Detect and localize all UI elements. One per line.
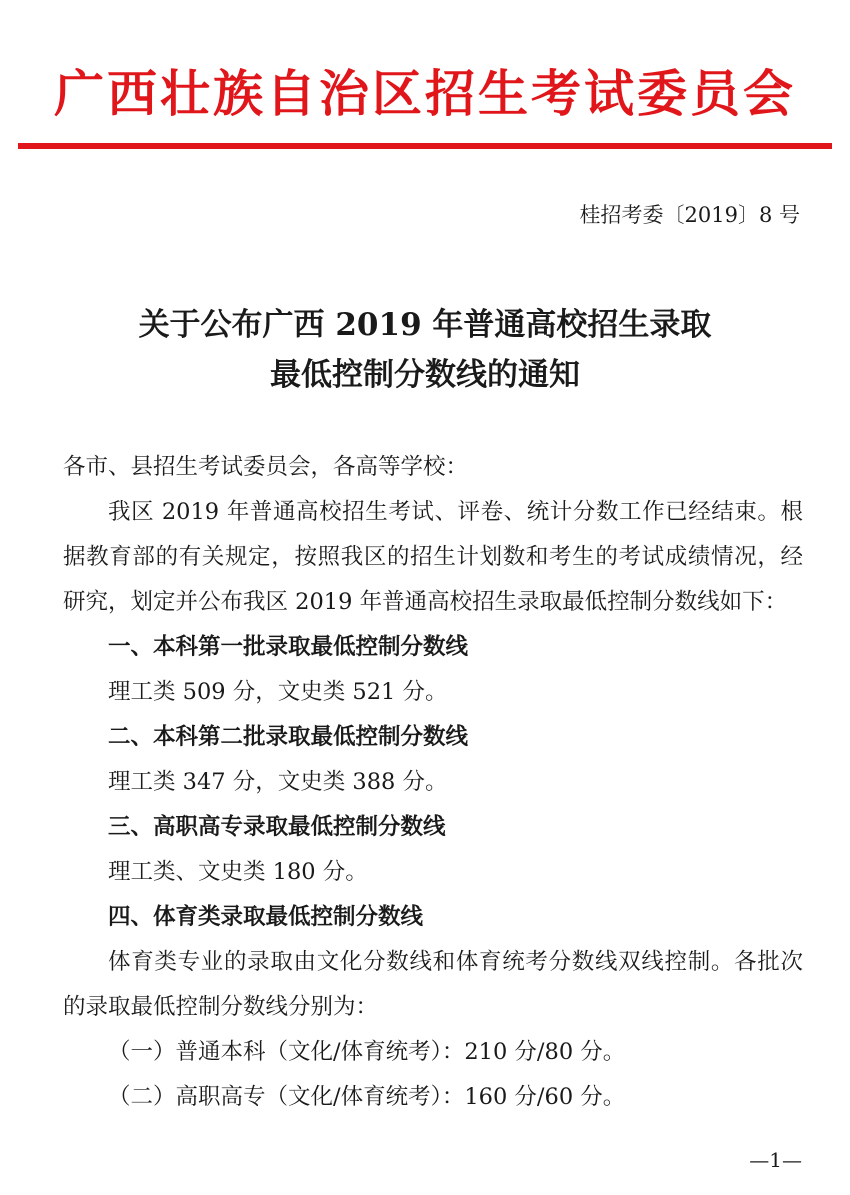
sports-item-undergraduate: （一）普通本科（文化/体育统考）：210 分/80 分。 <box>108 1039 626 1065</box>
red-header-rule <box>18 143 832 149</box>
page-number: —1— <box>749 1148 802 1172</box>
document-number: 桂招考委〔2019〕8 号 <box>579 203 800 227</box>
section-heading-second-batch: 二、本科第二批录取最低控制分数线 <box>108 724 469 750</box>
notice-title-line-1: 关于公布广西 2019 年普通高校招生录取 <box>138 307 712 343</box>
section-text-vocational: 理工类、文史类 180 分。 <box>108 859 368 885</box>
notice-title-line-2: 最低控制分数线的通知 <box>270 357 580 393</box>
notice-title <box>0 300 850 400</box>
issuing-authority-title: 广西壮族自治区招生考试委员会 <box>54 64 796 123</box>
section-text-first-batch: 理工类 509 分，文史类 521 分。 <box>108 679 448 705</box>
notice-body <box>63 445 803 1120</box>
section-heading-vocational: 三、高职高专录取最低控制分数线 <box>108 814 446 840</box>
section-text-second-batch: 理工类 347 分，文史类 388 分。 <box>108 769 448 795</box>
sports-item-vocational: （二）高职高专（文化/体育统考）：160 分/60 分。 <box>108 1084 626 1110</box>
section-text-sports: 体育类专业的录取由文化分数线和体育统考分数线双线控制。各批次的录取最低控制分数线分别为： <box>63 949 803 1020</box>
section-heading-sports: 四、体育类录取最低控制分数线 <box>108 904 424 930</box>
section-heading-first-batch: 一、本科第一批录取最低控制分数线 <box>108 634 469 660</box>
salutation: 各市、县招生考试委员会，各高等学校： <box>63 454 469 480</box>
intro-paragraph: 我区 2019 年普通高校招生考试、评卷、统计分数工作已经结束。根据教育部的有关规定，按照我区的招生计划数和考生的考试成绩情况，经研究，划定并公布我区 2019 年普通高校招生录取最低控制分数线如下： <box>63 499 803 615</box>
